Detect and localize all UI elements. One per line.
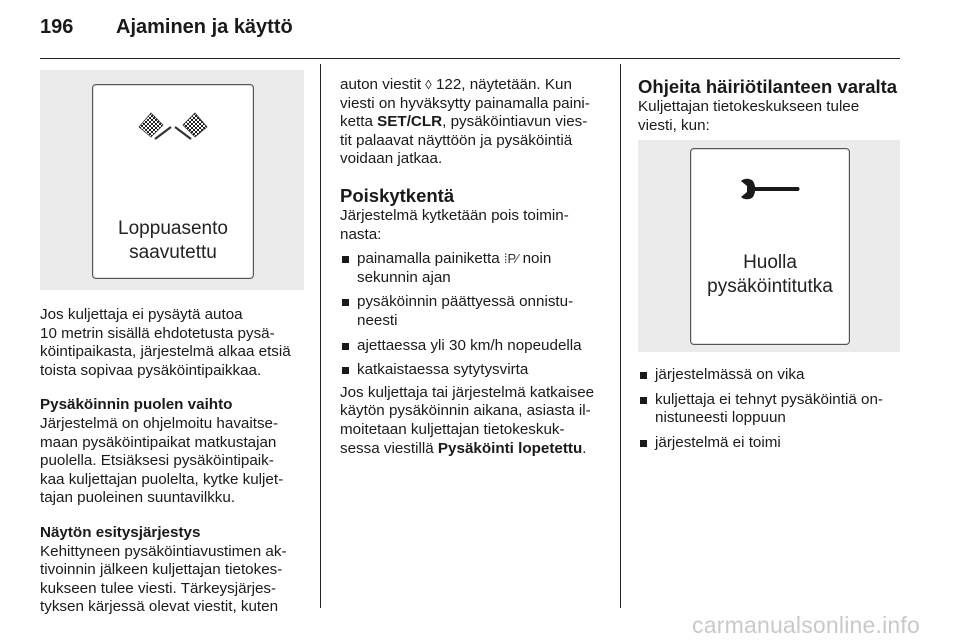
text-line: tyksen kärjessä olevat viestit, kuten [40, 598, 279, 616]
text-line: , pysäköintiavun vies- [442, 113, 588, 131]
header-rule [40, 58, 900, 59]
wrench-icon [738, 177, 802, 201]
section-heading: Pysäköinnin puolen vaihto [40, 396, 233, 414]
column-divider-2 [620, 64, 621, 608]
text-line: viesti on hyväksytty painamalla paini- [340, 94, 590, 112]
text-line: Järjestelmä kytketään pois toimin- [340, 206, 569, 224]
section-heading: Poiskytkentä [340, 184, 455, 206]
list-item [340, 250, 610, 287]
paragraph [638, 98, 900, 135]
text-line: painamalla painiketta [357, 250, 504, 268]
display-panel [690, 148, 850, 345]
text-line: auton viestit [340, 76, 426, 93]
paragraph [340, 384, 610, 458]
text-line: Järjestelmä on ohjelmoitu havaitse- [40, 414, 279, 432]
text-line: voidaan jatkaa. [340, 150, 443, 168]
text-line: Jos kuljettaja tai järjestelmä katkaisee [340, 383, 595, 401]
text-line: neesti [357, 311, 398, 329]
display-panel [92, 84, 254, 279]
paragraph [40, 543, 310, 617]
text-line: nistuneesti loppuun [655, 409, 786, 427]
list-item: järjestelmässä on vika [638, 366, 900, 385]
column-divider-1 [320, 64, 321, 608]
text-line: toista sopivaa pysäköintipaikkaa. [40, 361, 262, 379]
page-number: 196 [40, 16, 74, 38]
text-line: ketta [340, 113, 378, 131]
text-line: tit palaavat näyttöön ja pysäköintiä [340, 131, 573, 149]
button-name: SET/CLR [377, 113, 443, 131]
text-line: käytön pysäköinnin aikana, asiasta il- [340, 402, 591, 420]
figure-caption-1: Huolla [743, 252, 797, 273]
text-line: nasta: [340, 225, 382, 243]
text-line: tivoinnin jälkeen kuljettajan tietokes- [40, 561, 283, 579]
figure-service-parking-sensor [638, 140, 900, 352]
watermark: carmanualsonline.info [692, 612, 920, 638]
text-line: Kuljettajan tietokeskukseen tulee [638, 98, 860, 115]
list-item: ajettaessa yli 30 km/h nopeudella [340, 337, 610, 356]
bullet-list [340, 250, 610, 380]
message-name: Pysäköinti lopetettu [437, 439, 583, 457]
page-header [40, 16, 293, 39]
text-line: kaa kuljettajan puolelta, kytke kuljet- [40, 470, 284, 488]
section-heading: Ohjeita häiriötilanteen varalta [638, 76, 898, 97]
list-item [638, 391, 900, 428]
figure-caption-2: pysäköintitutka [707, 276, 833, 297]
page-reference-icon: ◊ [425, 77, 432, 92]
middle-column-text [340, 76, 610, 458]
text-line: puolella. Etsiäksesi pysäköintipaik- [40, 452, 274, 470]
paragraph [40, 415, 310, 508]
bullet-list [638, 366, 900, 452]
chapter-title: Ajaminen ja käyttö [116, 16, 293, 38]
parking-assist-button-icon: ⁞P⁄ [503, 251, 519, 267]
text-line: Jos kuljettaja ei pysäytä autoa [40, 306, 243, 323]
text-line: köintipaikasta, järjestelmä alkaa etsiä [40, 343, 291, 361]
list-item: järjestelmä ei toimi [638, 434, 900, 453]
text-line: viesti, kun: [638, 116, 710, 134]
text-line: sessa viestillä [340, 439, 438, 457]
section-heading: Näytön esitysjärjestys [40, 523, 201, 541]
paragraph [340, 207, 610, 244]
text-line: 122, näytetään. Kun [431, 76, 572, 93]
checkered-flags-icon [133, 105, 213, 145]
text-line: noin [518, 250, 552, 268]
text-line: pysäköinnin päättyessä onnistu- [357, 293, 574, 311]
left-column-text [40, 306, 310, 617]
text-line: kuljettaja ei tehnyt pysäköintiä on- [655, 390, 883, 408]
text-line: sekunnin ajan [357, 268, 451, 286]
text-line: moitetaan kuljettajan tietokeskuk- [340, 420, 565, 438]
text-line: 10 metrin sisällä ehdotetusta pysä- [40, 324, 275, 342]
right-column-list [638, 366, 900, 452]
text-line: maan pysäköintipaikat matkustajan [40, 433, 277, 451]
text-line: . [582, 439, 587, 457]
paragraph [340, 76, 610, 169]
list-item [340, 293, 610, 330]
paragraph [40, 306, 310, 380]
text-line: tajan puoleinen suuntavilkku. [40, 489, 236, 507]
figure-final-position [40, 70, 304, 290]
figure-caption-2: saavutettu [129, 242, 217, 263]
list-item: katkaistaessa sytytysvirta [340, 361, 610, 380]
text-line: Kehittyneen pysäköintiavustimen ak- [40, 542, 287, 560]
text-line: kukseen tulee viesti. Tärkeysjärjes- [40, 579, 277, 597]
right-column-text [638, 76, 900, 135]
figure-caption-1: Loppuasento [118, 218, 228, 239]
